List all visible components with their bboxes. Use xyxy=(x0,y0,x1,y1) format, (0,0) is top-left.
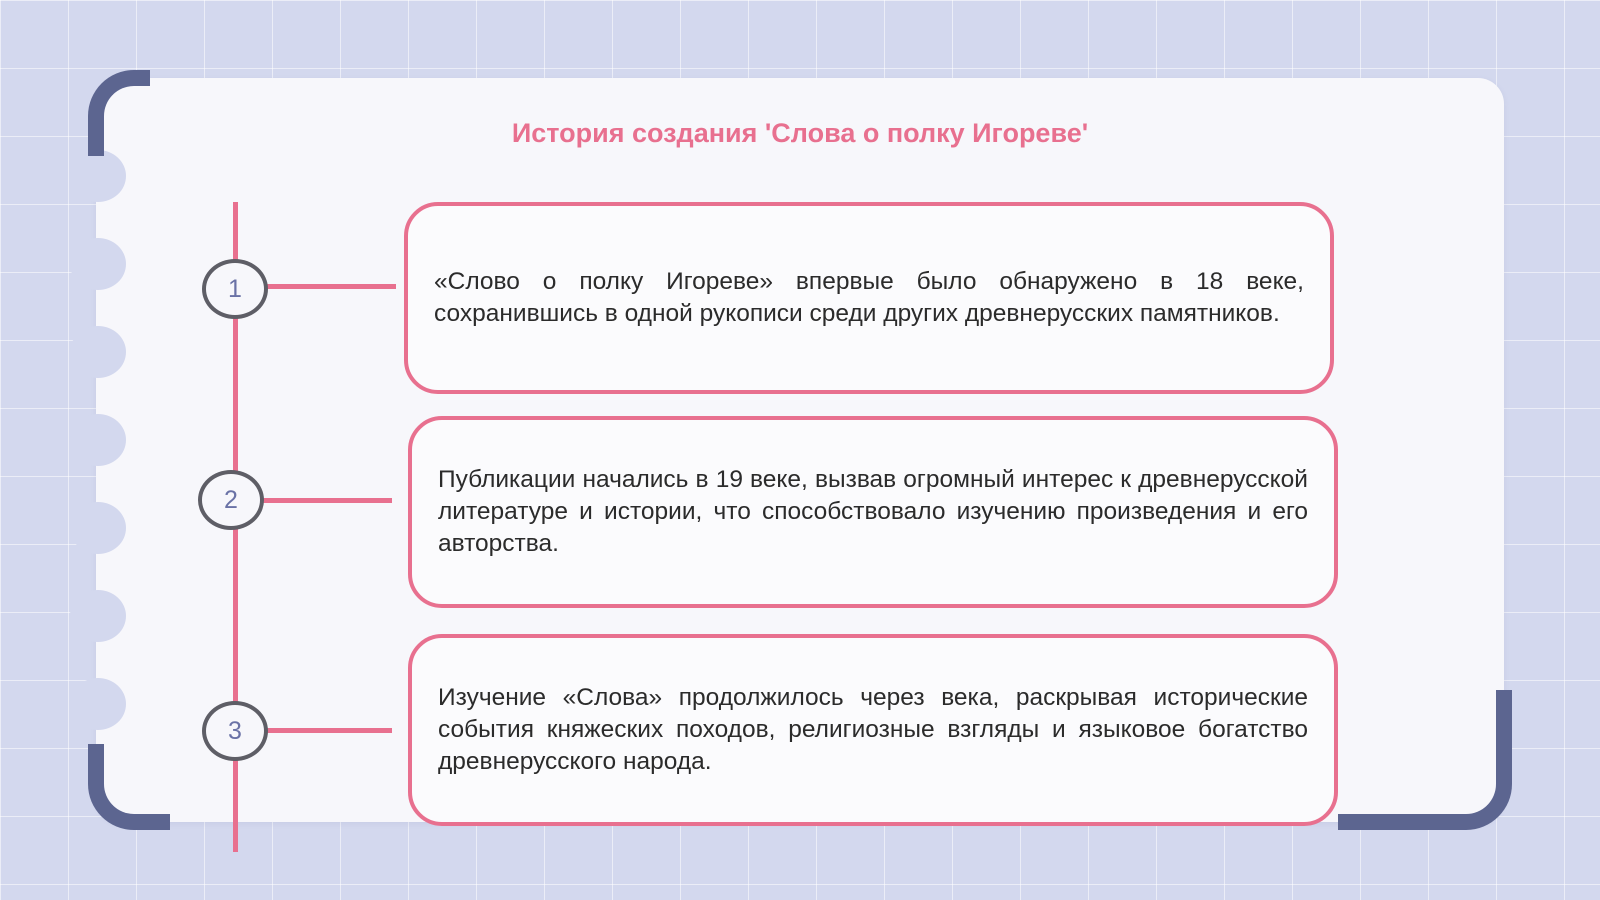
step-number-badge: 2 xyxy=(198,470,264,530)
slide-title: История создания 'Слова о полку Игореве' xyxy=(511,118,1089,148)
paper-notch xyxy=(70,414,126,466)
timeline-card-text: Изучение «Слова» продолжилось через века, раскрывая исторические события княжеских походов, религиозные взгляды и языковое богатство древнерусского народа. xyxy=(438,684,1308,775)
timeline-card xyxy=(404,202,1334,394)
frame-corner-bottom-left xyxy=(88,744,170,830)
paper-notch xyxy=(70,502,126,554)
paper-notch xyxy=(70,238,126,290)
paper-notch xyxy=(70,150,126,202)
paper-notch xyxy=(70,590,126,642)
frame-corner-bottom-right xyxy=(1338,690,1512,830)
timeline-connector xyxy=(262,498,392,503)
frame-corner-top-left xyxy=(88,70,150,156)
step-number-badge: 3 xyxy=(202,701,268,761)
step-number-badge: 1 xyxy=(202,259,268,319)
paper-notch xyxy=(70,678,126,730)
timeline-card-text: Публикации начались в 19 веке, вызвав огромный интерес к древнерусской литературе и истории, что способствовало изучению произведения и его авторства. xyxy=(438,466,1308,557)
timeline-card-text: «Слово о полку Игореве» впервые было обнаружено в 18 веке, сохранившись в одной рукописи среди других древнерусских памятников. xyxy=(434,268,1304,327)
timeline-card xyxy=(408,416,1338,608)
timeline-connector xyxy=(264,284,396,289)
paper-notch xyxy=(70,326,126,378)
timeline-card xyxy=(408,634,1338,826)
timeline-connector xyxy=(266,728,392,733)
